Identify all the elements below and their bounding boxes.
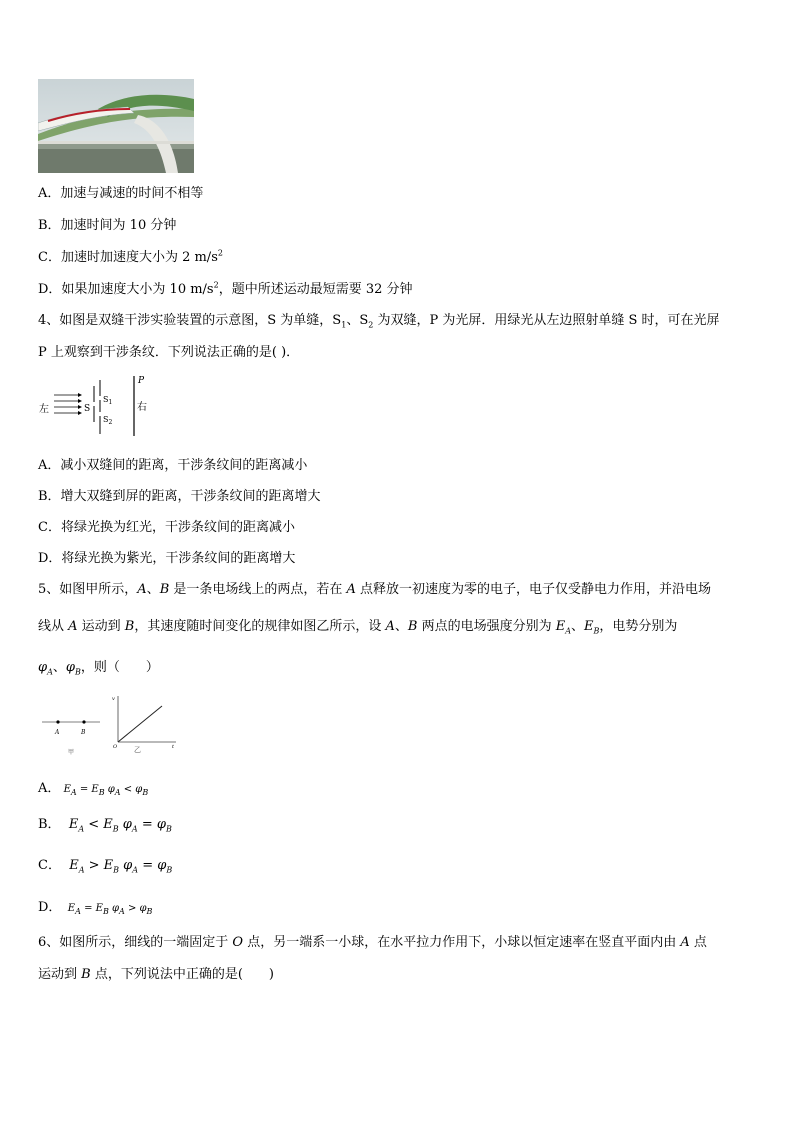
- q6-text: 点，另一端系一小球，在水平拉力作用下，小球以恒定速率在竖直平面内由: [243, 935, 681, 950]
- q6-stem-line2: [38, 967, 274, 983]
- q4-stem-sub1: 1: [341, 320, 347, 330]
- q4-option-a: A．减小双缝间的距离，干涉条纹间的距离减小: [38, 458, 308, 473]
- q5-phi-a: $\varphi_A$: [38, 660, 53, 677]
- q3-option-c-text: C．加速时加速度大小为 2 m/s: [38, 250, 218, 265]
- q3-option-c: [38, 250, 223, 266]
- q4-stem-line2: P 上观察到干涉条纹．下列说法正确的是( )．: [38, 345, 300, 360]
- q5-ea-symbol: $E_A$: [555, 619, 572, 636]
- fig-label-yi: 乙: [134, 746, 141, 754]
- q5-option-c-formula: $E_A > E_B$ $\varphi_A = \varphi_B$: [60, 858, 173, 875]
- fig-label-b: B: [81, 729, 86, 736]
- fig-label-a: A: [55, 729, 60, 736]
- q5-option-d: [38, 900, 152, 917]
- q4-option-b: B．增大双缝到屏的距离，干涉条纹间的距离增大: [38, 489, 321, 504]
- q5-option-c-label: C．: [38, 858, 61, 873]
- q6-stem-line1: [38, 935, 707, 951]
- q3-option-d-text1: D．如果加速度大小为 10 m/s: [38, 282, 214, 297]
- q5-text: ，电势分别为: [599, 619, 678, 634]
- q3-option-c-sup: 2: [217, 248, 223, 258]
- q4-option-c: C．将绿光换为红光，干涉条纹间的距离减小: [38, 520, 295, 535]
- q3-option-b: B．加速时间为 10 分钟: [38, 218, 177, 233]
- q6-var-a: A: [680, 935, 690, 950]
- q4-stem-part-a: 4、如图是双缝干涉实验装置的示意图，S 为单缝，S: [38, 313, 342, 328]
- maglev-train-photo: [38, 79, 194, 173]
- q6-text: 6、如图所示，细线的一端固定于: [38, 935, 233, 950]
- q5-figures: [38, 690, 188, 756]
- q5-text: 点释放一初速度为零的电子，电子仅受静电力作用，并沿电场: [355, 582, 712, 597]
- q5-text: 是一条电场线上的两点，若在: [169, 582, 347, 597]
- fig-label-t: t: [172, 744, 175, 750]
- q5-text: ，则（ ）: [80, 660, 159, 675]
- q5-var-b: B: [124, 619, 135, 634]
- q6-text: 点: [689, 935, 707, 950]
- q4-option-d: D．将绿光换为紫光，干涉条纹间的距离增大: [38, 551, 296, 566]
- q5-option-d-label: D．: [38, 900, 62, 915]
- q5-eb-symbol: $E_B$: [584, 619, 600, 636]
- q5-text: 线从: [38, 619, 69, 634]
- q5-text: 运动到: [77, 619, 125, 634]
- q5-text: ，其速度随时间变化的规律如图乙所示，设: [134, 619, 386, 634]
- q5-option-d-formula: $E_A = E_B$ $\varphi_A > \varphi_B$: [61, 903, 153, 916]
- label-s1: $S_1$: [103, 395, 113, 406]
- q5-text: 5、如图甲所示，: [38, 582, 138, 597]
- q5-var-b: B: [159, 582, 170, 597]
- q4-stem-part-c: 为双缝，P 为光屏．用绿光从左边照射单缝 S 时，可在光屏: [373, 313, 720, 328]
- q5-var-a: A: [346, 582, 356, 597]
- q5-stem-line2: 线从 A 运动到 B，其速度随时间变化的规律如图乙所示，设 A、B 两点的电场强度分别为 $E_A$、$E_B$，电势分别为: [38, 619, 678, 636]
- q5-phi-b: $\varphi_B$: [65, 660, 81, 677]
- q3-option-d-text2: ，题中所述运动最短需要 32 分钟: [218, 282, 413, 297]
- q5-var-a: A: [137, 582, 147, 597]
- q5-text: 两点的电场强度分别为: [417, 619, 556, 634]
- q6-text: 点，下列说法中正确的是( ): [90, 967, 274, 982]
- q5-var-a: A: [68, 619, 78, 634]
- fig-label-v: v: [112, 696, 115, 702]
- q5-option-c: [38, 858, 172, 874]
- q5-option-b: [38, 817, 172, 833]
- q5-option-a: [38, 781, 148, 798]
- q3-option-d-sup: 2: [213, 280, 219, 290]
- q5-stem-line1: [38, 582, 711, 598]
- q5-var-b: B: [407, 619, 418, 634]
- q3-option-d: [38, 282, 413, 298]
- q6-var-o: O: [232, 935, 244, 950]
- q5-var-a: A: [385, 619, 395, 634]
- q4-stem-sub2: 2: [368, 320, 374, 330]
- label-s2: $S_2$: [103, 415, 113, 426]
- q5-text: 、: [146, 582, 160, 597]
- q3-option-a: A．加速与减速的时间不相等: [38, 186, 204, 201]
- q4-stem-line1: [38, 313, 720, 329]
- q4-stem-part-b: 、S: [346, 313, 369, 328]
- q5-option-a-formula: $E_A = E_B$ $\varphi_A < \varphi_B$: [60, 784, 149, 797]
- label-s: S: [84, 404, 91, 414]
- q6-text: 运动到: [38, 967, 82, 982]
- label-right: 右: [137, 402, 147, 413]
- fig-label-jia: 甲: [68, 749, 75, 756]
- label-p: P: [138, 376, 145, 386]
- double-slit-diagram: [38, 372, 168, 438]
- q5-stem-line3: $\varphi_A$、$\varphi_B$，则（ ）: [38, 660, 159, 677]
- q6-var-b: B: [81, 967, 91, 982]
- q5-option-a-label: A．: [38, 781, 61, 796]
- q5-option-b-label: B．: [38, 817, 61, 832]
- q5-option-b-formula: $E_A < E_B$ $\varphi_A = \varphi_B$: [60, 817, 172, 834]
- label-left: 左: [39, 404, 49, 415]
- fig-label-o: O: [113, 744, 118, 750]
